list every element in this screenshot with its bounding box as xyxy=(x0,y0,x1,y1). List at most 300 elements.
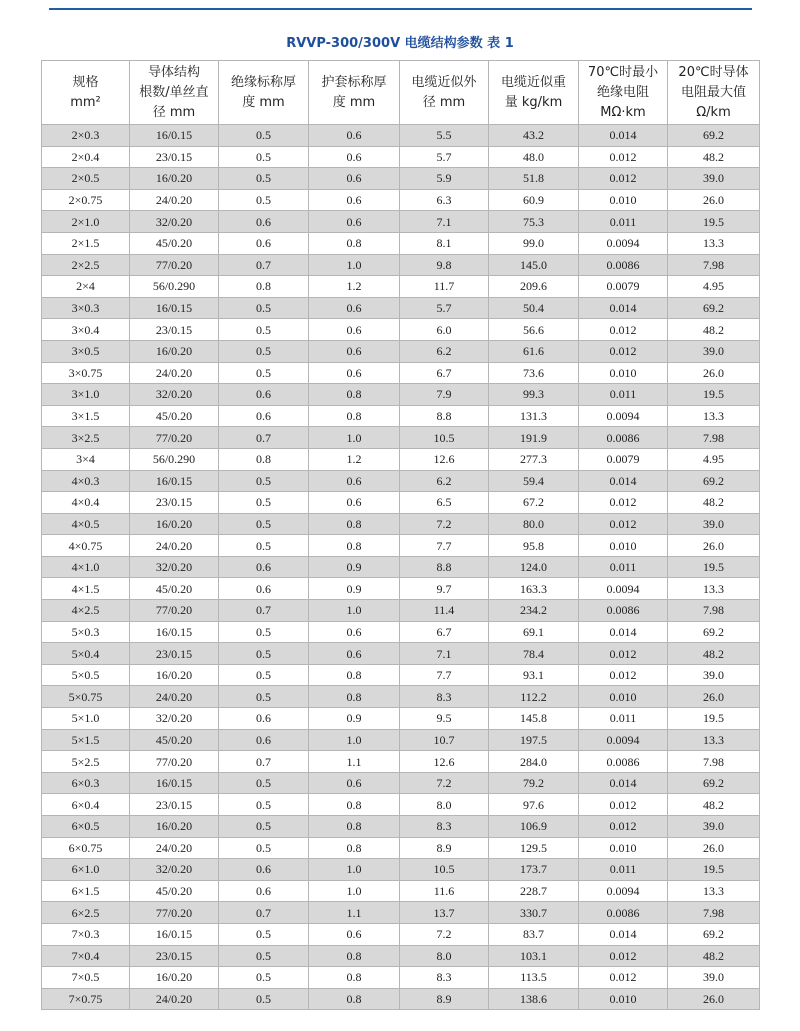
cell-max-conductor-resistance: 19.5 xyxy=(668,708,760,730)
cell-min-insulation-resistance: 0.010 xyxy=(579,535,668,557)
cell-insulation-thickness: 0.6 xyxy=(219,384,309,406)
cell-min-insulation-resistance: 0.0094 xyxy=(579,578,668,600)
cell-outer-diameter: 8.1 xyxy=(400,232,489,254)
cell-insulation-thickness: 0.8 xyxy=(219,448,309,470)
table-row xyxy=(42,600,760,622)
cell-conductor-structure: 23/0.15 xyxy=(130,794,219,816)
cell-spec: 5×1.0 xyxy=(42,708,130,730)
cell-approx-weight: 124.0 xyxy=(489,556,579,578)
cell-conductor-structure: 24/0.20 xyxy=(130,362,219,384)
cell-sheath-thickness: 1.0 xyxy=(309,880,400,902)
table-row xyxy=(42,664,760,686)
cell-sheath-thickness: 0.8 xyxy=(309,837,400,859)
cell-max-conductor-resistance: 39.0 xyxy=(668,168,760,190)
cell-spec: 6×2.5 xyxy=(42,902,130,924)
cell-approx-weight: 112.2 xyxy=(489,686,579,708)
cell-insulation-thickness: 0.7 xyxy=(219,427,309,449)
header-line: 规格 xyxy=(72,74,99,90)
cell-conductor-structure: 45/0.20 xyxy=(130,578,219,600)
cell-sheath-thickness: 0.6 xyxy=(309,340,400,362)
cell-min-insulation-resistance: 0.014 xyxy=(579,621,668,643)
cell-insulation-thickness: 0.6 xyxy=(219,578,309,600)
top-rule xyxy=(49,8,752,10)
cell-min-insulation-resistance: 0.010 xyxy=(579,362,668,384)
cell-spec: 6×1.5 xyxy=(42,880,130,902)
table-row xyxy=(42,578,760,600)
cell-min-insulation-resistance: 0.011 xyxy=(579,384,668,406)
table-row xyxy=(42,643,760,665)
cell-max-conductor-resistance: 26.0 xyxy=(668,362,760,384)
cell-outer-diameter: 8.8 xyxy=(400,556,489,578)
cell-insulation-thickness: 0.5 xyxy=(219,168,309,190)
cable-spec-table xyxy=(41,60,760,1010)
cell-max-conductor-resistance: 26.0 xyxy=(668,988,760,1010)
header-line: Ω/km xyxy=(696,104,731,120)
table-row xyxy=(42,297,760,319)
cell-approx-weight: 97.6 xyxy=(489,794,579,816)
cell-conductor-structure: 16/0.20 xyxy=(130,664,219,686)
header-line: 径 mm xyxy=(422,94,466,110)
cell-insulation-thickness: 0.5 xyxy=(219,146,309,168)
cell-insulation-thickness: 0.7 xyxy=(219,902,309,924)
table-row xyxy=(42,340,760,362)
cell-conductor-structure: 45/0.20 xyxy=(130,729,219,751)
cell-conductor-structure: 32/0.20 xyxy=(130,211,219,233)
cell-conductor-structure: 23/0.15 xyxy=(130,643,219,665)
cell-min-insulation-resistance: 0.014 xyxy=(579,772,668,794)
cell-max-conductor-resistance: 7.98 xyxy=(668,254,760,276)
cell-insulation-thickness: 0.5 xyxy=(219,125,309,147)
cell-outer-diameter: 6.2 xyxy=(400,340,489,362)
header-line: 根数/单丝直 xyxy=(139,84,209,100)
cell-spec: 3×2.5 xyxy=(42,427,130,449)
cell-spec: 7×0.75 xyxy=(42,988,130,1010)
cell-outer-diameter: 9.8 xyxy=(400,254,489,276)
cell-outer-diameter: 5.9 xyxy=(400,168,489,190)
cell-insulation-thickness: 0.6 xyxy=(219,880,309,902)
cell-max-conductor-resistance: 69.2 xyxy=(668,297,760,319)
cell-approx-weight: 80.0 xyxy=(489,513,579,535)
cell-conductor-structure: 77/0.20 xyxy=(130,751,219,773)
cell-insulation-thickness: 0.5 xyxy=(219,923,309,945)
cell-outer-diameter: 9.5 xyxy=(400,708,489,730)
table-row xyxy=(42,621,760,643)
cell-sheath-thickness: 0.8 xyxy=(309,513,400,535)
cell-min-insulation-resistance: 0.010 xyxy=(579,686,668,708)
cell-max-conductor-resistance: 7.98 xyxy=(668,427,760,449)
cell-min-insulation-resistance: 0.0094 xyxy=(579,232,668,254)
cell-max-conductor-resistance: 39.0 xyxy=(668,513,760,535)
cell-min-insulation-resistance: 0.011 xyxy=(579,859,668,881)
cell-insulation-thickness: 0.5 xyxy=(219,664,309,686)
cell-min-insulation-resistance: 0.012 xyxy=(579,340,668,362)
cell-min-insulation-resistance: 0.012 xyxy=(579,643,668,665)
cell-max-conductor-resistance: 69.2 xyxy=(668,470,760,492)
header-line: 绝缘标称厚 xyxy=(230,74,296,90)
cell-outer-diameter: 8.9 xyxy=(400,988,489,1010)
cell-sheath-thickness: 1.2 xyxy=(309,276,400,298)
cell-conductor-structure: 32/0.20 xyxy=(130,384,219,406)
cell-max-conductor-resistance: 69.2 xyxy=(668,772,760,794)
cell-min-insulation-resistance: 0.011 xyxy=(579,556,668,578)
cell-sheath-thickness: 0.8 xyxy=(309,816,400,838)
cell-insulation-thickness: 0.5 xyxy=(219,470,309,492)
cell-conductor-structure: 16/0.15 xyxy=(130,772,219,794)
cell-approx-weight: 43.2 xyxy=(489,125,579,147)
header-line: 电缆近似重 xyxy=(500,74,566,90)
cell-approx-weight: 330.7 xyxy=(489,902,579,924)
cell-min-insulation-resistance: 0.0086 xyxy=(579,254,668,276)
cell-outer-diameter: 11.6 xyxy=(400,880,489,902)
cell-sheath-thickness: 0.6 xyxy=(309,125,400,147)
cell-conductor-structure: 16/0.20 xyxy=(130,513,219,535)
cell-min-insulation-resistance: 0.012 xyxy=(579,146,668,168)
cell-max-conductor-resistance: 19.5 xyxy=(668,556,760,578)
cell-conductor-structure: 23/0.15 xyxy=(130,319,219,341)
cell-insulation-thickness: 0.8 xyxy=(219,276,309,298)
cell-conductor-structure: 23/0.15 xyxy=(130,945,219,967)
cell-conductor-structure: 16/0.15 xyxy=(130,470,219,492)
cell-approx-weight: 79.2 xyxy=(489,772,579,794)
cell-outer-diameter: 7.9 xyxy=(400,384,489,406)
cell-spec: 6×0.5 xyxy=(42,816,130,838)
cell-sheath-thickness: 0.8 xyxy=(309,794,400,816)
cell-max-conductor-resistance: 48.2 xyxy=(668,643,760,665)
cell-outer-diameter: 7.2 xyxy=(400,772,489,794)
cell-sheath-thickness: 0.8 xyxy=(309,664,400,686)
cell-sheath-thickness: 1.0 xyxy=(309,729,400,751)
table-row xyxy=(42,708,760,730)
cell-approx-weight: 228.7 xyxy=(489,880,579,902)
cell-spec: 3×0.3 xyxy=(42,297,130,319)
table-row xyxy=(42,189,760,211)
cell-max-conductor-resistance: 19.5 xyxy=(668,384,760,406)
cell-approx-weight: 106.9 xyxy=(489,816,579,838)
header-sheath-thickness xyxy=(309,61,400,125)
cell-conductor-structure: 45/0.20 xyxy=(130,880,219,902)
cell-conductor-structure: 16/0.20 xyxy=(130,816,219,838)
cell-conductor-structure: 23/0.15 xyxy=(130,492,219,514)
cell-approx-weight: 75.3 xyxy=(489,211,579,233)
cell-insulation-thickness: 0.6 xyxy=(219,859,309,881)
cell-max-conductor-resistance: 7.98 xyxy=(668,902,760,924)
cell-insulation-thickness: 0.5 xyxy=(219,945,309,967)
cell-spec: 3×0.75 xyxy=(42,362,130,384)
cell-outer-diameter: 8.3 xyxy=(400,967,489,989)
cell-spec: 3×1.5 xyxy=(42,405,130,427)
cell-conductor-structure: 32/0.20 xyxy=(130,556,219,578)
cell-min-insulation-resistance: 0.0086 xyxy=(579,427,668,449)
table-row xyxy=(42,772,760,794)
cell-spec: 2×0.4 xyxy=(42,146,130,168)
cell-spec: 5×0.75 xyxy=(42,686,130,708)
cell-conductor-structure: 16/0.20 xyxy=(130,168,219,190)
cell-conductor-structure: 45/0.20 xyxy=(130,232,219,254)
cell-max-conductor-resistance: 48.2 xyxy=(668,146,760,168)
cell-insulation-thickness: 0.5 xyxy=(219,967,309,989)
cell-min-insulation-resistance: 0.012 xyxy=(579,664,668,686)
cell-min-insulation-resistance: 0.010 xyxy=(579,189,668,211)
cell-max-conductor-resistance: 48.2 xyxy=(668,492,760,514)
cell-sheath-thickness: 0.6 xyxy=(309,362,400,384)
table-row xyxy=(42,448,760,470)
cell-conductor-structure: 24/0.20 xyxy=(130,535,219,557)
cell-sheath-thickness: 0.6 xyxy=(309,621,400,643)
header-conductor-structure xyxy=(130,61,219,125)
cell-conductor-structure: 16/0.20 xyxy=(130,967,219,989)
cell-approx-weight: 197.5 xyxy=(489,729,579,751)
cell-conductor-structure: 56/0.290 xyxy=(130,448,219,470)
cell-sheath-thickness: 1.1 xyxy=(309,751,400,773)
cell-conductor-structure: 24/0.20 xyxy=(130,988,219,1010)
cell-insulation-thickness: 0.6 xyxy=(219,211,309,233)
cell-sheath-thickness: 1.0 xyxy=(309,427,400,449)
cell-conductor-structure: 77/0.20 xyxy=(130,427,219,449)
cell-conductor-structure: 32/0.20 xyxy=(130,859,219,881)
cell-approx-weight: 93.1 xyxy=(489,664,579,686)
cell-spec: 4×0.75 xyxy=(42,535,130,557)
cell-min-insulation-resistance: 0.014 xyxy=(579,297,668,319)
table-row xyxy=(42,535,760,557)
cell-insulation-thickness: 0.6 xyxy=(219,729,309,751)
cell-approx-weight: 173.7 xyxy=(489,859,579,881)
cell-insulation-thickness: 0.5 xyxy=(219,837,309,859)
cell-min-insulation-resistance: 0.012 xyxy=(579,945,668,967)
cell-conductor-structure: 16/0.15 xyxy=(130,621,219,643)
cell-outer-diameter: 5.7 xyxy=(400,146,489,168)
table-row xyxy=(42,816,760,838)
cell-approx-weight: 277.3 xyxy=(489,448,579,470)
cell-approx-weight: 99.3 xyxy=(489,384,579,406)
header-line: 电阻最大值 xyxy=(680,84,746,100)
table-row xyxy=(42,837,760,859)
cell-outer-diameter: 7.1 xyxy=(400,211,489,233)
cell-sheath-thickness: 0.8 xyxy=(309,232,400,254)
cell-outer-diameter: 10.7 xyxy=(400,729,489,751)
cell-approx-weight: 48.0 xyxy=(489,146,579,168)
cell-outer-diameter: 6.7 xyxy=(400,362,489,384)
cell-max-conductor-resistance: 7.98 xyxy=(668,600,760,622)
cell-min-insulation-resistance: 0.014 xyxy=(579,923,668,945)
table-row xyxy=(42,967,760,989)
cell-max-conductor-resistance: 13.3 xyxy=(668,405,760,427)
cell-insulation-thickness: 0.5 xyxy=(219,772,309,794)
cell-approx-weight: 78.4 xyxy=(489,643,579,665)
cell-approx-weight: 129.5 xyxy=(489,837,579,859)
cell-sheath-thickness: 0.6 xyxy=(309,319,400,341)
cell-spec: 3×0.4 xyxy=(42,319,130,341)
table-row xyxy=(42,945,760,967)
cell-spec: 2×0.75 xyxy=(42,189,130,211)
cell-insulation-thickness: 0.5 xyxy=(219,643,309,665)
cell-max-conductor-resistance: 13.3 xyxy=(668,880,760,902)
cell-sheath-thickness: 0.6 xyxy=(309,211,400,233)
table-row xyxy=(42,470,760,492)
cell-max-conductor-resistance: 48.2 xyxy=(668,319,760,341)
cell-sheath-thickness: 0.6 xyxy=(309,470,400,492)
cell-conductor-structure: 56/0.290 xyxy=(130,276,219,298)
cell-insulation-thickness: 0.7 xyxy=(219,254,309,276)
cell-sheath-thickness: 0.8 xyxy=(309,988,400,1010)
cell-insulation-thickness: 0.5 xyxy=(219,492,309,514)
cell-approx-weight: 69.1 xyxy=(489,621,579,643)
cell-min-insulation-resistance: 0.0094 xyxy=(579,880,668,902)
cell-outer-diameter: 12.6 xyxy=(400,751,489,773)
cell-max-conductor-resistance: 4.95 xyxy=(668,448,760,470)
cell-spec: 4×0.5 xyxy=(42,513,130,535)
cell-conductor-structure: 77/0.20 xyxy=(130,902,219,924)
cell-conductor-structure: 24/0.20 xyxy=(130,837,219,859)
cell-outer-diameter: 8.9 xyxy=(400,837,489,859)
cell-insulation-thickness: 0.7 xyxy=(219,600,309,622)
header-row xyxy=(42,61,760,125)
header-line: 径 mm xyxy=(152,104,196,120)
cell-spec: 2×1.5 xyxy=(42,232,130,254)
table-row xyxy=(42,492,760,514)
cell-approx-weight: 95.8 xyxy=(489,535,579,557)
cell-sheath-thickness: 0.9 xyxy=(309,578,400,600)
table-row xyxy=(42,902,760,924)
cell-min-insulation-resistance: 0.0094 xyxy=(579,729,668,751)
cell-sheath-thickness: 0.6 xyxy=(309,492,400,514)
cell-spec: 4×2.5 xyxy=(42,600,130,622)
cell-sheath-thickness: 0.8 xyxy=(309,384,400,406)
cell-min-insulation-resistance: 0.0086 xyxy=(579,902,668,924)
cell-outer-diameter: 11.4 xyxy=(400,600,489,622)
cell-approx-weight: 56.6 xyxy=(489,319,579,341)
cell-sheath-thickness: 0.8 xyxy=(309,535,400,557)
table-title: RVVP-300/300V 电缆结构参数 表 1 xyxy=(286,36,514,51)
cell-sheath-thickness: 0.8 xyxy=(309,686,400,708)
cell-conductor-structure: 23/0.15 xyxy=(130,146,219,168)
header-max-conductor-resistance xyxy=(668,61,760,125)
header-line: MΩ·km xyxy=(600,104,646,120)
table-row xyxy=(42,232,760,254)
cell-conductor-structure: 16/0.15 xyxy=(130,297,219,319)
header-min-insulation-resistance xyxy=(579,61,668,125)
cell-outer-diameter: 13.7 xyxy=(400,902,489,924)
cell-spec: 5×0.4 xyxy=(42,643,130,665)
cell-insulation-thickness: 0.5 xyxy=(219,513,309,535)
cell-spec: 4×1.0 xyxy=(42,556,130,578)
cell-insulation-thickness: 0.5 xyxy=(219,340,309,362)
cell-approx-weight: 73.6 xyxy=(489,362,579,384)
cell-approx-weight: 83.7 xyxy=(489,923,579,945)
cell-approx-weight: 209.6 xyxy=(489,276,579,298)
cell-insulation-thickness: 0.5 xyxy=(219,297,309,319)
header-line: 70℃时最小 xyxy=(587,64,659,80)
cell-spec: 3×0.5 xyxy=(42,340,130,362)
cell-min-insulation-resistance: 0.012 xyxy=(579,967,668,989)
header-line: mm² xyxy=(70,94,101,110)
cell-spec: 6×0.75 xyxy=(42,837,130,859)
table-row xyxy=(42,880,760,902)
cell-min-insulation-resistance: 0.012 xyxy=(579,168,668,190)
cell-max-conductor-resistance: 39.0 xyxy=(668,664,760,686)
cell-outer-diameter: 8.0 xyxy=(400,794,489,816)
cell-min-insulation-resistance: 0.012 xyxy=(579,319,668,341)
cell-sheath-thickness: 0.8 xyxy=(309,945,400,967)
cell-approx-weight: 145.0 xyxy=(489,254,579,276)
cell-approx-weight: 113.5 xyxy=(489,967,579,989)
cell-max-conductor-resistance: 69.2 xyxy=(668,125,760,147)
header-line: 量 kg/km xyxy=(504,94,563,110)
cell-insulation-thickness: 0.5 xyxy=(219,189,309,211)
table-row xyxy=(42,276,760,298)
cell-sheath-thickness: 1.0 xyxy=(309,254,400,276)
cell-outer-diameter: 12.6 xyxy=(400,448,489,470)
cell-outer-diameter: 9.7 xyxy=(400,578,489,600)
cell-spec: 7×0.3 xyxy=(42,923,130,945)
header-outer-diameter xyxy=(400,61,489,125)
cell-outer-diameter: 5.5 xyxy=(400,125,489,147)
cell-max-conductor-resistance: 19.5 xyxy=(668,211,760,233)
cell-conductor-structure: 24/0.20 xyxy=(130,189,219,211)
table-row xyxy=(42,988,760,1010)
cell-max-conductor-resistance: 39.0 xyxy=(668,340,760,362)
table-row xyxy=(42,556,760,578)
cell-sheath-thickness: 0.9 xyxy=(309,708,400,730)
cell-approx-weight: 234.2 xyxy=(489,600,579,622)
cell-insulation-thickness: 0.5 xyxy=(219,988,309,1010)
cell-insulation-thickness: 0.6 xyxy=(219,556,309,578)
header-line: 绝缘电阻 xyxy=(596,84,649,100)
cell-sheath-thickness: 0.6 xyxy=(309,146,400,168)
cell-max-conductor-resistance: 13.3 xyxy=(668,232,760,254)
cell-max-conductor-resistance: 48.2 xyxy=(668,945,760,967)
cell-outer-diameter: 10.5 xyxy=(400,427,489,449)
table-row xyxy=(42,168,760,190)
table-row xyxy=(42,146,760,168)
table-row xyxy=(42,729,760,751)
cell-insulation-thickness: 0.5 xyxy=(219,816,309,838)
table-row xyxy=(42,751,760,773)
cell-spec: 2×4 xyxy=(42,276,130,298)
cell-approx-weight: 284.0 xyxy=(489,751,579,773)
cell-outer-diameter: 6.5 xyxy=(400,492,489,514)
cell-outer-diameter: 8.3 xyxy=(400,816,489,838)
cell-outer-diameter: 8.0 xyxy=(400,945,489,967)
table-row xyxy=(42,125,760,147)
cell-approx-weight: 191.9 xyxy=(489,427,579,449)
table-row xyxy=(42,319,760,341)
cell-approx-weight: 50.4 xyxy=(489,297,579,319)
cell-outer-diameter: 7.7 xyxy=(400,535,489,557)
cell-max-conductor-resistance: 26.0 xyxy=(668,535,760,557)
cell-outer-diameter: 6.7 xyxy=(400,621,489,643)
cell-min-insulation-resistance: 0.012 xyxy=(579,816,668,838)
cell-insulation-thickness: 0.7 xyxy=(219,751,309,773)
cell-max-conductor-resistance: 69.2 xyxy=(668,621,760,643)
cell-sheath-thickness: 1.1 xyxy=(309,902,400,924)
cell-outer-diameter: 5.7 xyxy=(400,297,489,319)
cell-sheath-thickness: 0.6 xyxy=(309,189,400,211)
cell-approx-weight: 60.9 xyxy=(489,189,579,211)
cell-insulation-thickness: 0.5 xyxy=(219,794,309,816)
cell-max-conductor-resistance: 19.5 xyxy=(668,859,760,881)
cell-conductor-structure: 16/0.15 xyxy=(130,923,219,945)
cell-outer-diameter: 8.3 xyxy=(400,686,489,708)
header-line: 度 mm xyxy=(332,94,376,110)
cell-spec: 3×1.0 xyxy=(42,384,130,406)
cell-sheath-thickness: 0.8 xyxy=(309,405,400,427)
table-row xyxy=(42,427,760,449)
cell-sheath-thickness: 0.6 xyxy=(309,643,400,665)
cell-insulation-thickness: 0.5 xyxy=(219,319,309,341)
cell-spec: 3×4 xyxy=(42,448,130,470)
cell-min-insulation-resistance: 0.012 xyxy=(579,513,668,535)
cell-min-insulation-resistance: 0.0086 xyxy=(579,751,668,773)
